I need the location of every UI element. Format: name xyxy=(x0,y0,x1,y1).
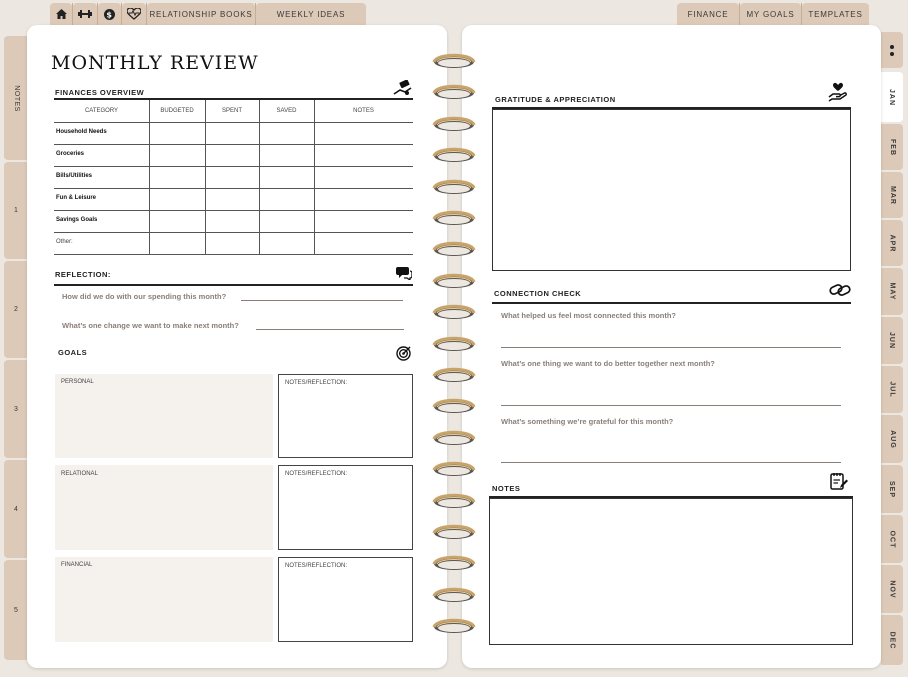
home-tab[interactable] xyxy=(50,3,72,25)
spiral-ring xyxy=(432,209,476,225)
table-divider xyxy=(54,210,413,211)
right-page xyxy=(462,25,881,668)
fitness-tab[interactable] xyxy=(73,3,97,25)
month-tab-sep[interactable]: SEP xyxy=(881,465,903,513)
table-divider xyxy=(54,166,413,167)
table-row-savings[interactable]: Savings Goals xyxy=(56,217,98,223)
notes-reflection-label: NOTES/REFLECTION: xyxy=(285,471,348,477)
answer-line[interactable] xyxy=(501,405,841,406)
col-header-category: CATEGORY xyxy=(84,108,119,114)
connection-question-1: What helped us feel most connected this month? xyxy=(501,311,677,320)
spiral-ring xyxy=(432,586,476,602)
notepad-icon xyxy=(830,472,848,491)
dollar-icon xyxy=(104,9,115,20)
goal-relational-box[interactable] xyxy=(55,465,273,550)
month-tab-feb[interactable]: FEB xyxy=(881,124,903,170)
tab-finance[interactable]: FINANCE xyxy=(677,3,739,25)
spiral-ring xyxy=(432,397,476,413)
table-divider xyxy=(54,254,413,255)
goal-personal-box[interactable] xyxy=(55,374,273,458)
left-tab-2[interactable]: 2 xyxy=(4,261,28,358)
reflection-question-2: What’s one change we want to make next month? xyxy=(62,321,239,330)
tab-templates[interactable]: TEMPLATES xyxy=(802,3,869,25)
spiral-ring xyxy=(432,178,476,194)
month-tab-dec[interactable]: DEC xyxy=(881,615,903,665)
connection-rule xyxy=(492,302,851,304)
spiral-ring xyxy=(432,146,476,162)
dumbbell-icon xyxy=(78,10,92,18)
heart-hand-icon xyxy=(828,82,848,102)
spiral-ring xyxy=(432,272,476,288)
notes-reflection-label: NOTES/REFLECTION: xyxy=(285,380,348,386)
goal-personal-notes[interactable] xyxy=(278,374,413,458)
table-row-bills[interactable]: Bills/Utilities xyxy=(56,173,93,179)
table-row-other[interactable]: Other: xyxy=(56,239,73,245)
month-tab-may[interactable]: MAY xyxy=(881,268,903,315)
tab-my-goals[interactable]: MY GOALS xyxy=(740,3,801,25)
month-tab-mar[interactable]: MAR xyxy=(881,172,903,218)
spiral-ring xyxy=(432,335,476,351)
finances-overview-label: FINANCES OVERVIEW xyxy=(55,88,145,97)
spiral-ring xyxy=(432,429,476,445)
gratitude-box[interactable] xyxy=(492,109,851,271)
month-tab-jan[interactable]: JAN xyxy=(881,72,903,122)
tab-weekly-ideas[interactable]: WEEKLY IDEAS xyxy=(256,3,366,25)
heartbeat-icon xyxy=(127,8,141,20)
tab-relationship-books[interactable]: RELATIONSHIP BOOKS xyxy=(147,3,255,25)
month-tab-jun[interactable]: JUN xyxy=(881,317,903,364)
reflection-rule xyxy=(54,284,413,286)
more-menu-button[interactable] xyxy=(881,32,903,68)
left-tab-4[interactable]: 4 xyxy=(4,460,28,558)
col-header-saved: SAVED xyxy=(276,108,297,114)
table-col-line xyxy=(149,100,150,254)
dot-icon xyxy=(890,52,894,56)
link-icon xyxy=(829,283,851,297)
connection-question-3: What’s something we’re grateful for this month? xyxy=(501,417,674,426)
gratitude-label: GRATITUDE & APPRECIATION xyxy=(495,95,616,104)
goal-financial-notes[interactable] xyxy=(278,557,413,642)
spiral-ring xyxy=(432,460,476,476)
reflection-label: REFLECTION: xyxy=(55,270,111,279)
spiral-ring xyxy=(432,492,476,508)
table-col-line xyxy=(314,100,315,254)
month-tab-apr[interactable]: APR xyxy=(881,220,903,266)
table-divider xyxy=(54,232,413,233)
month-tab-oct[interactable]: OCT xyxy=(881,515,903,563)
page-title: MONTHLY REVIEW xyxy=(51,52,259,74)
col-header-notes: NOTES xyxy=(353,108,374,114)
health-tab[interactable] xyxy=(122,3,146,25)
table-divider xyxy=(54,144,413,145)
table-divider xyxy=(54,188,413,189)
table-col-line xyxy=(205,100,206,254)
month-tab-aug[interactable]: AUG xyxy=(881,415,903,463)
table-row-groceries[interactable]: Groceries xyxy=(56,151,85,157)
goal-relational-label: RELATIONAL xyxy=(61,471,98,477)
spiral-ring xyxy=(432,617,476,633)
dot-icon xyxy=(890,45,894,49)
target-icon xyxy=(396,346,411,361)
spiral-ring xyxy=(432,240,476,256)
goals-label: GOALS xyxy=(58,348,88,357)
finances-rule xyxy=(54,98,413,100)
goal-relational-notes[interactable] xyxy=(278,465,413,550)
reflection-question-1: How did we do with our spending this month? xyxy=(62,292,227,301)
left-tab-1[interactable]: 1 xyxy=(4,162,28,259)
answer-line[interactable] xyxy=(256,329,404,330)
table-row-household[interactable]: Household Needs xyxy=(56,129,107,135)
spiral-ring xyxy=(432,303,476,319)
home-icon xyxy=(56,9,67,19)
answer-line[interactable] xyxy=(501,347,841,348)
table-col-line xyxy=(259,100,260,254)
chat-bubbles-icon xyxy=(396,266,412,280)
spiral-ring xyxy=(432,523,476,539)
col-header-spent: SPENT xyxy=(221,108,242,114)
spiral-ring xyxy=(432,366,476,382)
notes-label: NOTES xyxy=(492,484,521,493)
spiral-ring xyxy=(432,83,476,99)
left-page xyxy=(27,25,447,668)
notes-reflection-label: NOTES/REFLECTION: xyxy=(285,563,348,569)
left-tab-5[interactable]: 5 xyxy=(4,560,28,660)
money-tab[interactable] xyxy=(98,3,121,25)
left-tab-notes[interactable]: NOTES xyxy=(4,36,28,160)
spiral-ring xyxy=(432,115,476,131)
month-tab-jul[interactable]: JUL xyxy=(881,366,903,413)
goal-personal-label: PERSONAL xyxy=(61,379,94,385)
col-header-budgeted: BUDGETED xyxy=(160,108,194,114)
answer-line[interactable] xyxy=(241,300,403,301)
answer-line[interactable] xyxy=(501,462,841,463)
connection-check-label: CONNECTION CHECK xyxy=(494,289,582,298)
connection-question-2: What’s one thing we want to do better together next month? xyxy=(501,359,715,368)
table-row-fun[interactable]: Fun & Leisure xyxy=(56,195,97,201)
table-divider xyxy=(54,122,413,123)
left-tab-3[interactable]: 3 xyxy=(4,360,28,458)
money-hand-icon xyxy=(393,80,413,98)
spiral-ring xyxy=(432,554,476,570)
goal-financial-label: FINANCIAL xyxy=(61,562,93,568)
svg-text:$: $ xyxy=(106,9,113,19)
notes-box[interactable] xyxy=(489,498,853,645)
goal-financial-box[interactable] xyxy=(55,557,273,642)
month-tab-nov[interactable]: NOV xyxy=(881,565,903,613)
spiral-ring xyxy=(432,52,476,68)
